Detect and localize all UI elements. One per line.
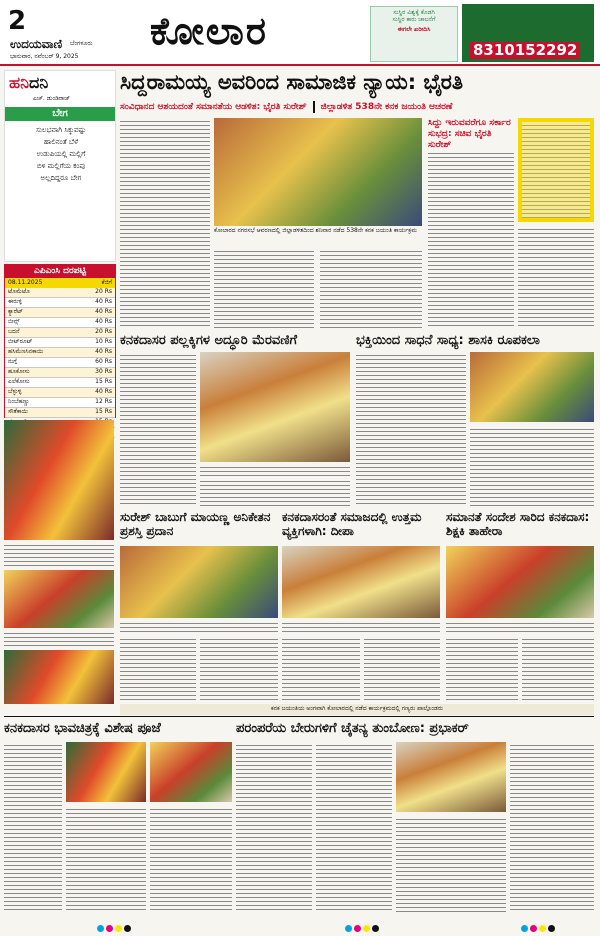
item-name: ಸೌತೆಕಾಯಿ bbox=[8, 408, 29, 415]
edition: ಬೆಂಗಳೂರು bbox=[70, 40, 93, 47]
mid-column-2 bbox=[200, 478, 350, 506]
paper-name: ಉದಯವಾಣಿ bbox=[10, 37, 63, 51]
item-price: 40 Rs bbox=[95, 348, 112, 355]
left-photo-1 bbox=[4, 420, 114, 540]
left-caption-2 bbox=[4, 630, 114, 646]
item-price: 12 Rs bbox=[95, 398, 112, 405]
yellow-box bbox=[518, 118, 594, 222]
story-col-a bbox=[120, 636, 196, 700]
ad-line-2: ಸುಸ್ಥಿರ ಕಾರು ಚಾಲನೆಗೆ bbox=[392, 15, 436, 23]
bottom-photo-1 bbox=[66, 742, 146, 802]
item-name: ಬೀಟ್‌ರೂಟ್ bbox=[8, 338, 33, 345]
magenta-dot bbox=[106, 925, 113, 932]
yellow-dot bbox=[539, 925, 546, 932]
table-row bbox=[5, 298, 115, 308]
story-col-c bbox=[282, 636, 360, 700]
table-row bbox=[5, 388, 115, 398]
yellow-dot bbox=[115, 925, 122, 932]
item-price: 20 Rs bbox=[95, 328, 112, 335]
item-name: ಕ್ಯಾರೆಟ್ bbox=[8, 308, 23, 315]
print-registration-marks-3 bbox=[520, 917, 556, 936]
item-price: 30 Rs bbox=[95, 368, 112, 375]
item-name: ನಿಂಬೆಹಣ್ಣು bbox=[8, 398, 30, 405]
photo-row-caption-2 bbox=[282, 620, 440, 632]
apmc-table bbox=[4, 264, 116, 418]
cyan-dot bbox=[97, 925, 104, 932]
issue-date: ಭಾನುವಾರ, ನವೆಂಬರ್ 9, 2025 bbox=[10, 53, 79, 60]
story-col-d bbox=[364, 636, 440, 700]
black-dot bbox=[372, 925, 379, 932]
ad-phone: 8310152292 bbox=[470, 42, 580, 59]
item-name: ಎಲೆಕೋಸು bbox=[8, 378, 30, 385]
ad-2-text bbox=[466, 8, 590, 32]
ad-line-3: ಈಗಲೇ ಖರೀದಿಸಿ bbox=[397, 26, 431, 34]
lead-photo-caption: ಕೋಲಾರದ ನಗರಸಭೆ ಆವರಣದಲ್ಲಿ ಜಿಲ್ಲಾಡಳಿತದಿಂದ ಶನಿವಾರ ನಡೆದ 538ನೇ ಕನಕ ಜಯಂತಿ ಕಾರ್ಯಕ್ರಮ bbox=[214, 227, 417, 234]
mid-column-1 bbox=[120, 352, 196, 506]
item-name: ಟೊಮೆಟೊ bbox=[8, 288, 30, 295]
bottom-col-5 bbox=[316, 742, 392, 912]
item-price: 15 Rs bbox=[95, 408, 112, 415]
masthead bbox=[0, 0, 600, 66]
masthead-ad-2 bbox=[462, 4, 594, 62]
photo-row-caption-1 bbox=[120, 620, 278, 632]
sub-divider bbox=[313, 101, 315, 113]
ad-line-1: ಸುಸ್ಥಿರ ವಿಶ್ವಕ್ಕೆ ಕೊಡಗಿ bbox=[393, 9, 435, 16]
lead-column-3 bbox=[320, 248, 422, 328]
item-name: ಬೆಳ್ಳುಳ್ಳಿ bbox=[8, 388, 22, 395]
item-price: 40 Rs bbox=[95, 308, 112, 315]
bottom-col-6 bbox=[396, 816, 506, 912]
bottom-col-7 bbox=[510, 742, 594, 912]
left-photo-3 bbox=[4, 650, 114, 704]
bottom-col-2 bbox=[66, 806, 146, 912]
apmc-rows bbox=[5, 288, 115, 438]
poem-line: ಸುಲಭವಾಗಿ ಸಿಕ್ಕುವಷ್ಟು bbox=[35, 126, 87, 134]
mid-photo bbox=[200, 352, 350, 462]
apmc-title: ಎಪಿಎಂಸಿ ದರಪಟ್ಟಿ bbox=[5, 265, 115, 278]
table-row bbox=[5, 358, 115, 368]
masthead-ad bbox=[370, 6, 458, 62]
poem-line: ಹಾಲಿನಂತೆ ಬೆಳೆ bbox=[43, 137, 79, 146]
bottom-photo-2 bbox=[150, 742, 232, 802]
table-row bbox=[5, 408, 115, 418]
item-name: ಬೀನ್ಸ್ bbox=[8, 318, 20, 325]
cyan-dot bbox=[521, 925, 528, 932]
table-row bbox=[5, 348, 115, 358]
magenta-dot bbox=[530, 925, 537, 932]
item-price: 15 Rs bbox=[95, 378, 112, 385]
bottom-photo-3 bbox=[396, 742, 506, 812]
item-price: 40 Rs bbox=[95, 388, 112, 395]
story-col-b bbox=[200, 636, 278, 700]
poem-body bbox=[11, 125, 111, 184]
item-name: ಹೂಕೋಸು bbox=[8, 368, 30, 375]
masthead-rule bbox=[0, 64, 600, 66]
columnist: ಎಚ್. ಡುಂಡಿರಾಜ್ bbox=[33, 95, 71, 102]
black-dot bbox=[548, 925, 555, 932]
lead-subheadline-2: ಜಿಲ್ಲಾಡಳಿತ 538ನೇ ಕನಕ ಜಯಂತಿ ಆಚರಣೆ bbox=[320, 101, 453, 112]
bottom-left-headline: ಕನಕದಾಸರ ಭಾವಚಿತ್ರಕ್ಕೆ ವಿಶೇಷ ಪೂಜೆ bbox=[4, 721, 161, 736]
cyan-dot bbox=[345, 925, 352, 932]
side-column-2 bbox=[518, 226, 594, 328]
honey-suffix: ದನಿ bbox=[28, 73, 49, 92]
magenta-dot bbox=[354, 925, 361, 932]
headline-left: ಸುರೇಶ್ ಬಾಬುಗೆ ಮಾಯಣ್ಣ ಅನಿಕೇತನ ಪ್ರಶಸ್ತಿ ಪ್ರದಾನ bbox=[120, 510, 271, 539]
mid-headline: ಕನಕದಾಸರ ಪಲ್ಲಕ್ಕಿಗಳ ಅದ್ಧೂರಿ ಮೆರವಣಿಗೆ bbox=[120, 333, 298, 348]
bottom-rule bbox=[4, 716, 594, 717]
print-registration-marks bbox=[96, 917, 132, 936]
item-name: ಹಸಿಮೆಣಸಿನಕಾಯಿ bbox=[8, 348, 44, 355]
yellow-box-text bbox=[522, 122, 590, 218]
black-dot bbox=[124, 925, 131, 932]
apmc-date-row bbox=[5, 278, 115, 288]
photo-row-1 bbox=[120, 546, 278, 618]
mid-photo-2 bbox=[470, 352, 594, 422]
bottom-banner-caption: ಕನಕ ಜಯಂತಿಯ ಅಂಗವಾಗಿ ಕೋಲಾರದಲ್ಲಿ ನಡೆದ ಕಾರ್ಯಕ್ರಮದಲ್ಲಿ ಗಣ್ಯರು ಪಾಲ್ಗೊಂಡರು bbox=[120, 704, 594, 715]
page-number: 2 bbox=[8, 6, 27, 36]
story-col-f bbox=[522, 636, 594, 700]
print-registration-marks-2 bbox=[344, 917, 380, 936]
left-photo-2 bbox=[4, 570, 114, 628]
section-title: ಕೋಲಾರ bbox=[150, 9, 268, 53]
headline-right: ಸಮಾನತೆ ಸಂದೇಶ ಸಾರಿದ ಕನಕದಾಸ: ಶಿಕ್ಷಕಿ ತಾಹೇರಾ bbox=[446, 510, 590, 539]
poem-title: ಬೇಗ bbox=[5, 107, 115, 121]
poem-line: ಉಡುಪಿಯಲ್ಲಿ ಮಲ್ಲಿಗೆ bbox=[36, 149, 86, 158]
item-price: 10 Rs bbox=[95, 338, 112, 345]
lead-column-2 bbox=[214, 248, 314, 328]
honey-column bbox=[4, 70, 116, 262]
item-name: ಈರುಳ್ಳಿ bbox=[8, 298, 22, 305]
poem-line: ಬಿಳಿ ಮಲ್ಲಿಗೆಯ ಕಂಪು bbox=[36, 161, 86, 170]
item-price: 40 Rs bbox=[95, 318, 112, 325]
item-name: ನುಗ್ಗೆ bbox=[8, 358, 18, 365]
bottom-right-headline: ಪರಂಪರೆಯ ಬೇರುಗಳಿಗೆ ಚೈತನ್ಯ ತುಂಬೋಣ: ಪ್ರಭಾಕರ್ bbox=[236, 721, 469, 736]
honey-brand bbox=[9, 75, 48, 91]
yellow-dot bbox=[363, 925, 370, 932]
table-row bbox=[5, 308, 115, 318]
apmc-unit: ಕೆಜಿಗೆ bbox=[101, 279, 112, 286]
lead-subheadline: ಸಂವಿಧಾನದ ಆಶಯದಂತೆ ಸಮಾನತೆಯ ಆಡಳಿತ: ಭೈರತಿ ಸುರೇಶ್ bbox=[120, 101, 307, 112]
item-price: 40 Rs bbox=[95, 298, 112, 305]
mid-caption bbox=[200, 464, 350, 476]
mid-column-3 bbox=[356, 352, 466, 506]
table-row bbox=[5, 338, 115, 348]
lead-headline: ಸಿದ್ದರಾಮಯ್ಯ ಅವರಿಂದ ಸಾಮಾಜಿಕ ನ್ಯಾಯ: ಭೈರತಿ bbox=[120, 70, 464, 94]
side-headline: ಸಿದ್ದು ಇರುವವರೆಗೂ ಸರ್ಕಾರ ಸುಭದ್ರ: ಸಚಿವ ಭೈರತಿ ಸುರೇಶ್ bbox=[428, 118, 511, 150]
table-row bbox=[5, 368, 115, 378]
poem-line: ಅಲ್ಲದಿದ್ದರೂ ಬೇಗ bbox=[40, 173, 82, 182]
lead-subheadline-row bbox=[120, 100, 594, 114]
photo-row-3 bbox=[446, 546, 594, 618]
honey-prefix: ಹನಿ bbox=[9, 73, 29, 92]
photo-row-caption-3 bbox=[446, 620, 594, 632]
table-row bbox=[5, 378, 115, 388]
bottom-col-3 bbox=[150, 806, 232, 912]
item-name: ಬದನೆ bbox=[8, 328, 20, 335]
side-column-1 bbox=[428, 150, 514, 328]
lead-photo bbox=[214, 118, 422, 226]
bottom-col-4 bbox=[236, 742, 312, 912]
table-row bbox=[5, 318, 115, 328]
photo-row-2 bbox=[282, 546, 440, 618]
table-row bbox=[5, 328, 115, 338]
item-price: 20 Rs bbox=[95, 288, 112, 295]
table-row bbox=[5, 288, 115, 298]
item-price: 60 Rs bbox=[95, 358, 112, 365]
mid-column-4 bbox=[470, 426, 594, 506]
bottom-col-1 bbox=[4, 742, 62, 912]
headline-center: ಕನಕದಾಸರಂತೆ ಸಮಾಜದಲ್ಲಿ ಉತ್ತಮ ವ್ಯಕ್ತಿಗಳಾಗಿ: ದೀಪಾ bbox=[282, 510, 422, 539]
story-col-e bbox=[446, 636, 518, 700]
mid-headline-2: ಭಕ್ತಿಯಿಂದ ಸಾಧನೆ ಸಾಧ್ಯ: ಶಾಸಕಿ ರೂಪಕಲಾ bbox=[356, 333, 540, 348]
table-row bbox=[5, 398, 115, 408]
apmc-date: 08.11.2025 bbox=[8, 279, 43, 286]
lead-column-1 bbox=[120, 118, 210, 328]
left-caption-1 bbox=[4, 542, 114, 566]
